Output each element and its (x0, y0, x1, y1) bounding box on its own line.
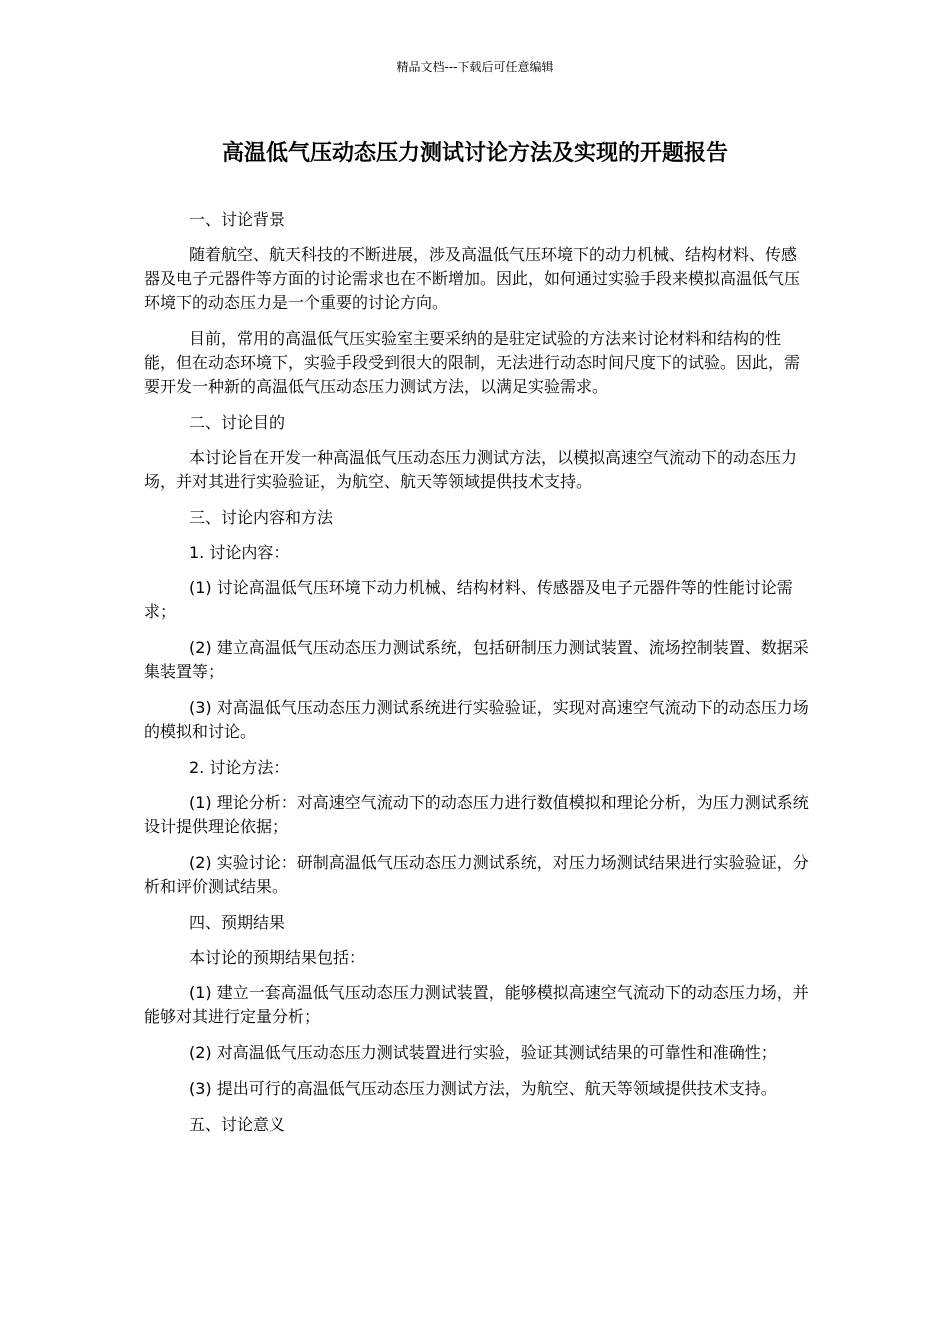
paragraph-background-2: 目前，常用的高温低气压实验室主要采纳的是驻定试验的方法来讨论材料和结构的性能，但在动态环境下，实验手段受到很大的限制，无法进行动态时间尺度下的试验。因此，需要开发一种新的高温低气压动态压力测试方法，以满足实验需求。 (144, 329, 801, 396)
document-body (144, 208, 810, 1148)
paragraph-purpose: 本讨论旨在开发一种高温低气压动态压力测试方法，以模拟高速空气流动下的动态压力场，并对其进行实验验证，为航空、航天等领域提供技术支持。 (144, 448, 798, 491)
list-item-results-3: (3) 提出可行的高温低气压动态压力测试方法，为航空、航天等领域提供技术支持。 (189, 1079, 777, 1098)
section-heading-results: 四、预期结果 (189, 913, 286, 932)
list-item-content-3: (3) 对高温低气压动态压力测试系统进行实验验证，实现对高速空气流动下的动态压力场的模拟和讨论。 (144, 698, 809, 741)
list-item-method-1: (1) 理论分析：对高速空气流动下的动态压力进行数值模拟和理论分析，为压力测试系统设计提供理论依据； (144, 793, 809, 836)
section-heading-background: 一、讨论背景 (189, 210, 286, 229)
list-item-results-2: (2) 对高温低气压动态压力测试装置进行实验，验证其测试结果的可靠性和准确性； (189, 1043, 777, 1062)
list-item-results-1: (1) 建立一套高温低气压动态压力测试装置，能够模拟高速空气流动下的动态压力场，并能够对其进行定量分析； (144, 983, 809, 1026)
section-heading-purpose: 二、讨论目的 (189, 413, 286, 432)
subheading-method: 2. 讨论方法： (189, 758, 290, 777)
section-heading-content-method: 三、讨论内容和方法 (189, 508, 334, 527)
section-heading-significance: 五、讨论意义 (189, 1115, 286, 1134)
document-title: 高温低气压动态压力测试讨论方法及实现的开题报告 (221, 141, 728, 166)
list-item-content-2: (2) 建立高温低气压动态压力测试系统，包括研制压力测试装置、流场控制装置、数据采集装置等； (144, 638, 809, 681)
paragraph-results-intro: 本讨论的预期结果包括： (189, 948, 366, 967)
subheading-content: 1. 讨论内容： (189, 543, 290, 562)
paragraph-background-1: 随着航空、航天科技的不断进展，涉及高温低气压环境下的动力机械、结构材料、传感器及电子元器件等方面的讨论需求也在不断增加。因此，如何通过实验手段来模拟高温低气压环境下的动态压力是一个重要的讨论方向。 (144, 245, 801, 312)
list-item-method-2: (2) 实验讨论：研制高温低气压动态压力测试系统，对压力场测试结果进行实验验证，分析和评价测试结果。 (144, 853, 809, 896)
page-header-note: 精品文档---下载后可任意编辑 (396, 60, 554, 74)
list-item-content-1: (1) 讨论高温低气压环境下动力机械、结构材料、传感器及电子元器件等的性能讨论需求； (144, 578, 793, 621)
